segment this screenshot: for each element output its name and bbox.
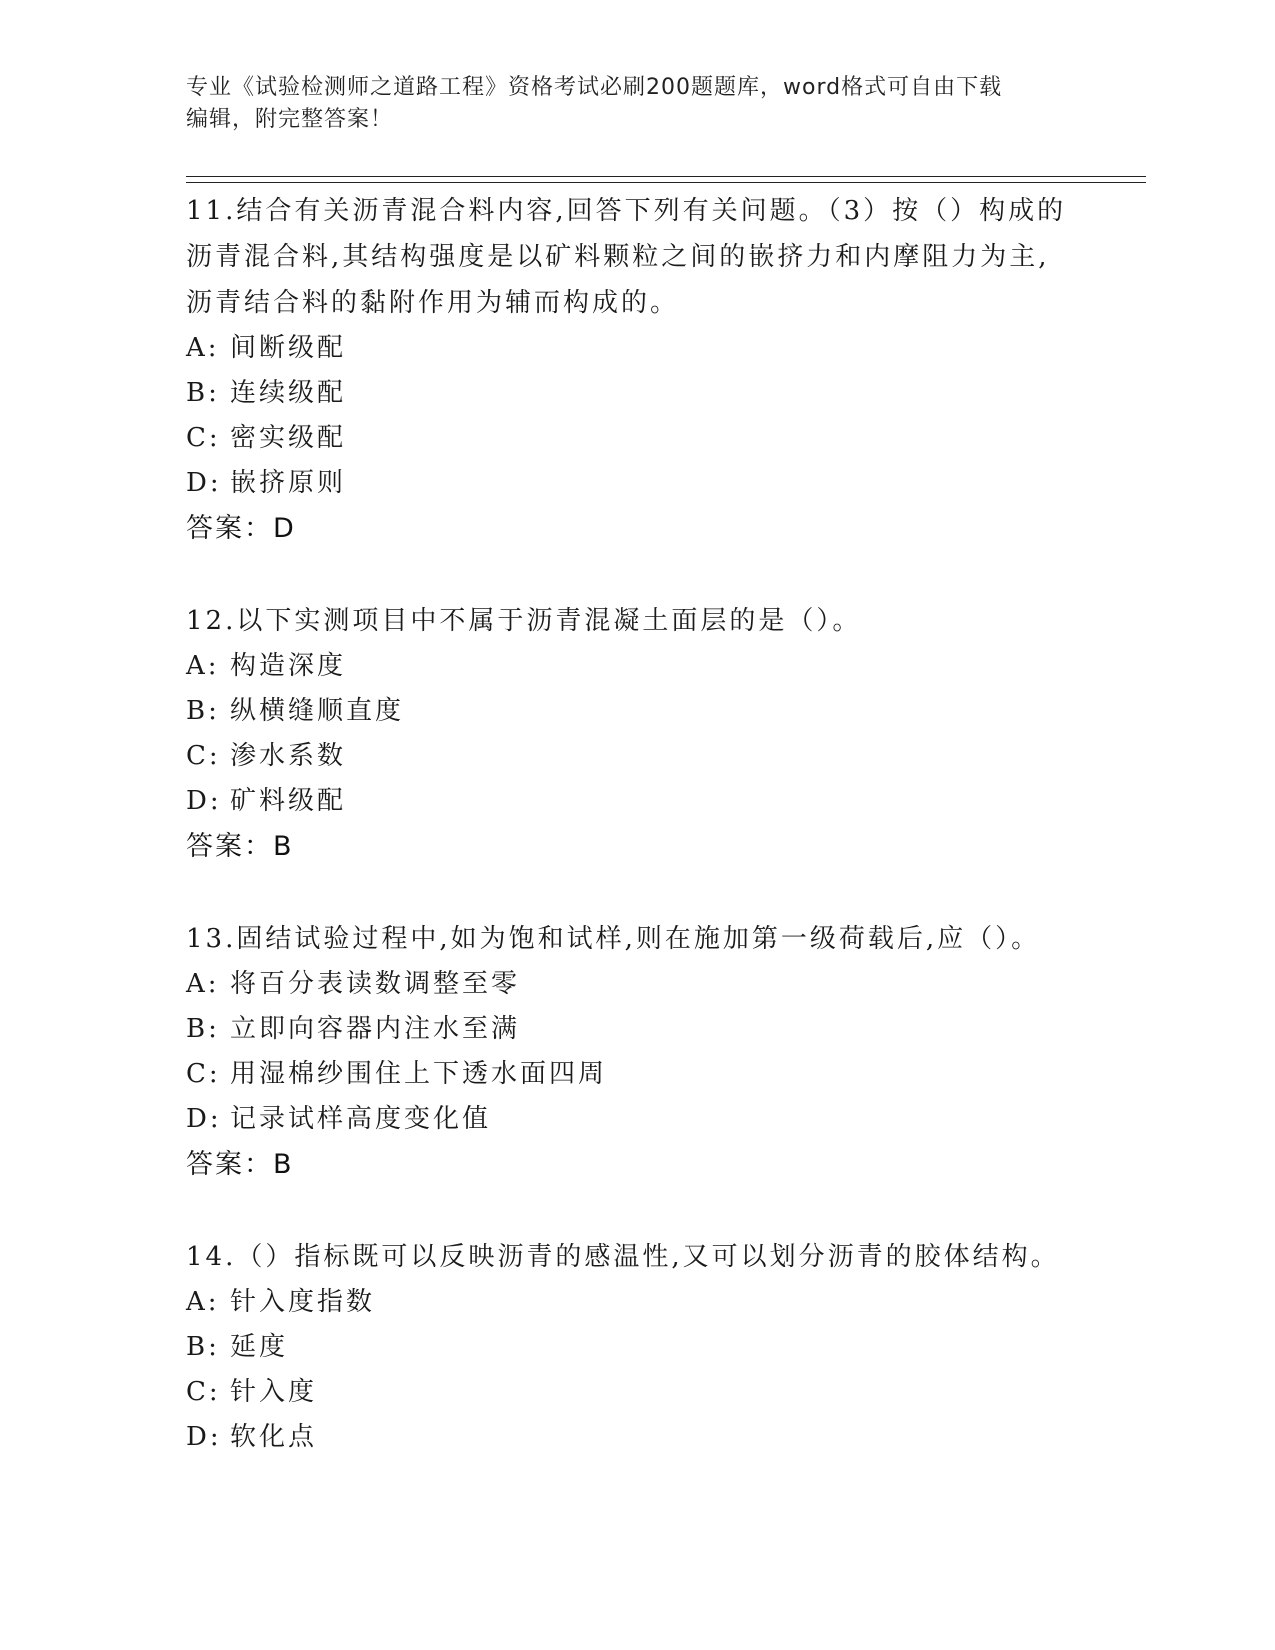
option-a: [186, 644, 1086, 689]
option-text: 纵横缝顺直度: [230, 696, 405, 726]
option-text: 将百分表读数调整至零: [230, 969, 521, 999]
option-key: A:: [186, 333, 220, 363]
option-key: A:: [186, 1287, 220, 1317]
option-key: D:: [186, 1104, 222, 1134]
option-text: 软化点: [230, 1422, 318, 1452]
option-c: [186, 416, 1086, 461]
document-header: [186, 72, 1076, 136]
option-d: [186, 1097, 1086, 1142]
question-text: 沥青结合料的黏附作用为辅而构成的。: [186, 288, 680, 318]
option-c: [186, 1052, 1086, 1097]
option-text: 立即向容器内注水至满: [230, 1014, 521, 1044]
option-text: 连续级配: [230, 378, 347, 408]
answer: 答案：B: [186, 1149, 294, 1180]
option-key: D:: [186, 786, 222, 816]
header-divider-top: [186, 176, 1146, 177]
option-b: [186, 1007, 1086, 1052]
question-11: [186, 188, 1086, 552]
option-d: [186, 779, 1086, 824]
option-text: 延度: [230, 1332, 289, 1362]
option-key: B:: [186, 1014, 220, 1044]
question-14: [186, 1234, 1086, 1460]
header-divider-bottom: [186, 182, 1146, 183]
option-text: 嵌挤原则: [230, 468, 347, 498]
question-text: 14.（）指标既可以反映沥青的感温性,又可以划分沥青的胶体结构。: [186, 1242, 1060, 1272]
question-12: [186, 598, 1086, 870]
question-text: 13.固结试验过程中,如为饱和试样,则在施加第一级荷载后,应（）。: [186, 924, 1041, 954]
option-key: C:: [186, 741, 221, 771]
header-line-2: 编辑，附完整答案！: [186, 107, 394, 132]
option-key: A:: [186, 651, 220, 681]
option-key: C:: [186, 1059, 221, 1089]
option-key: B:: [186, 1332, 220, 1362]
answer: 答案：B: [186, 831, 294, 862]
option-key: C:: [186, 1377, 221, 1407]
question-text: 沥青混合料,其结构强度是以矿料颗粒之间的嵌挤力和内摩阻力为主,: [186, 242, 1050, 272]
option-key: D:: [186, 1422, 222, 1452]
option-c: [186, 1370, 1086, 1415]
question-text: 11.结合有关沥青混合料内容,回答下列有关问题。（3）按（）构成的: [186, 196, 1067, 226]
option-b: [186, 371, 1086, 416]
option-d: [186, 461, 1086, 506]
question-list: [186, 188, 1086, 1506]
option-a: [186, 962, 1086, 1007]
option-text: 记录试样高度变化值: [230, 1104, 492, 1134]
option-a: [186, 1280, 1086, 1325]
option-key: D:: [186, 468, 222, 498]
question-13: [186, 916, 1086, 1188]
option-b: [186, 689, 1086, 734]
option-text: 构造深度: [230, 651, 347, 681]
option-text: 针入度指数: [230, 1287, 376, 1317]
option-text: 间断级配: [230, 333, 347, 363]
option-key: B:: [186, 378, 220, 408]
option-b: [186, 1325, 1086, 1370]
option-text: 渗水系数: [230, 741, 347, 771]
option-a: [186, 326, 1086, 371]
option-text: 用湿棉纱围住上下透水面四周: [230, 1059, 608, 1089]
question-text: 12.以下实测项目中不属于沥青混凝土面层的是（）。: [186, 606, 862, 636]
option-d: [186, 1415, 1086, 1460]
answer: 答案：D: [186, 513, 296, 544]
option-key: C:: [186, 423, 221, 453]
option-text: 矿料级配: [230, 786, 347, 816]
option-key: A:: [186, 969, 220, 999]
header-line-1: 专业《试验检测师之道路工程》资格考试必刷200题题库，word格式可自由下载: [186, 75, 1003, 100]
option-text: 针入度: [230, 1377, 318, 1407]
option-key: B:: [186, 696, 220, 726]
option-text: 密实级配: [230, 423, 347, 453]
option-c: [186, 734, 1086, 779]
